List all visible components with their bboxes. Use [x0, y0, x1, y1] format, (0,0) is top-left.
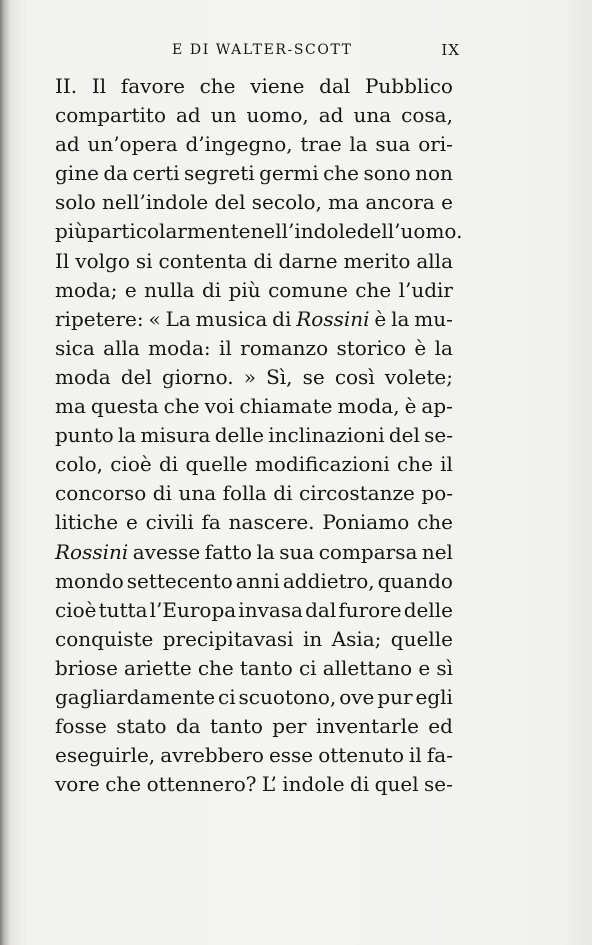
word: indole — [282, 772, 345, 797]
word: tanto — [209, 714, 263, 739]
word: nell’indole — [250, 219, 357, 244]
text-line — [55, 101, 453, 130]
word: ottenuto — [318, 743, 404, 768]
word: cioè — [55, 597, 97, 622]
page-number: IX — [441, 41, 460, 59]
word: addietro, — [282, 568, 375, 593]
word: da — [175, 714, 201, 739]
word: che — [163, 394, 200, 419]
word: più — [55, 219, 88, 244]
word: po- — [421, 481, 453, 506]
text-line — [55, 450, 453, 479]
word: ed — [428, 714, 453, 739]
text-line — [55, 770, 453, 799]
word: del — [388, 423, 420, 448]
text-line — [55, 130, 453, 159]
word: l’Europa — [149, 597, 237, 622]
word: da — [103, 161, 129, 186]
word: tanto — [239, 655, 293, 680]
word: L’ — [261, 772, 277, 797]
word: solo — [55, 190, 96, 215]
word: esse — [268, 743, 314, 768]
word: fa — [201, 510, 221, 535]
word: nulla — [144, 277, 195, 302]
word: dal — [319, 74, 351, 98]
word: volgo — [75, 248, 130, 273]
word: Il — [55, 248, 70, 273]
word: concorso — [55, 481, 147, 506]
word: quel — [374, 772, 419, 797]
word: nel — [421, 539, 453, 564]
word: del — [120, 364, 152, 389]
word: contenta — [158, 248, 248, 273]
word: ove — [339, 684, 375, 709]
text-line — [55, 712, 453, 741]
word: inventarle — [315, 714, 419, 739]
word: « — [148, 306, 161, 331]
word: Poniamo — [322, 510, 410, 535]
word: la — [256, 539, 275, 564]
word: misura — [140, 423, 211, 448]
word: un’opera — [87, 132, 178, 157]
word: di — [350, 772, 370, 797]
word: certi — [132, 161, 180, 186]
word: di — [152, 481, 172, 506]
word: è — [414, 335, 427, 360]
word: ad — [176, 103, 201, 128]
word: gine — [55, 161, 99, 186]
word: avesse — [132, 539, 201, 564]
text-line — [55, 305, 453, 334]
word: ci — [218, 684, 236, 709]
word: ci — [298, 655, 317, 680]
text-line — [55, 159, 453, 188]
word: folla — [222, 481, 267, 506]
word: briose — [55, 655, 118, 680]
word: di — [253, 248, 273, 273]
word: e — [418, 655, 431, 680]
word: nell’indole — [102, 190, 209, 215]
word: Asia; — [331, 626, 382, 651]
word: trae — [300, 132, 342, 157]
word: anni — [235, 568, 280, 593]
word: avrebbero — [160, 743, 264, 768]
word: modificazioni — [254, 452, 390, 477]
word: comparsa — [318, 539, 418, 564]
word: moda, — [337, 394, 400, 419]
word: tutta — [98, 597, 148, 622]
text-line — [55, 72, 453, 101]
word: quelle — [390, 626, 453, 651]
text-line — [55, 683, 453, 712]
word: litiche — [55, 510, 119, 535]
word: viene — [250, 74, 305, 98]
word: e — [124, 277, 137, 302]
word: si — [135, 248, 153, 273]
word: segreti — [183, 161, 255, 186]
word: di — [272, 306, 292, 331]
word: egli — [415, 684, 453, 709]
word: delle — [403, 597, 453, 622]
word: quelle — [185, 452, 248, 477]
word: ancora — [365, 190, 435, 215]
text-line — [55, 188, 453, 217]
word: un — [210, 103, 237, 128]
word: volete; — [384, 364, 453, 389]
word: circostanze — [299, 481, 415, 506]
word: la — [391, 306, 410, 331]
word: in — [302, 626, 323, 651]
text-line — [55, 596, 453, 625]
word: II. — [55, 74, 78, 98]
word: il — [409, 743, 422, 768]
word: se- — [424, 423, 453, 448]
word: civili — [145, 510, 194, 535]
word: ad — [55, 132, 80, 157]
word: è — [374, 306, 387, 331]
word: il — [440, 452, 453, 477]
word: precipitavasi — [162, 626, 294, 651]
word: che — [105, 772, 142, 797]
word: punto — [55, 423, 114, 448]
word: uomo, — [246, 103, 309, 128]
word: merito — [343, 248, 411, 273]
word: stato — [116, 714, 167, 739]
word: l’udir — [398, 277, 453, 302]
word: mondo — [55, 568, 124, 593]
text-line — [55, 276, 453, 305]
word: e — [125, 510, 138, 535]
word: Sì, — [266, 364, 293, 389]
word: ripetere: — [55, 306, 144, 331]
word: ottennero? — [146, 772, 257, 797]
word: fosse — [55, 714, 107, 739]
word: compartito — [55, 103, 167, 128]
word: gagliardamente — [55, 684, 216, 709]
word: moda — [55, 364, 111, 389]
word: se — [302, 364, 325, 389]
word: di — [201, 277, 222, 302]
word: che — [417, 510, 453, 535]
word: non — [415, 161, 453, 186]
word: sua — [375, 132, 411, 157]
word: alla — [103, 335, 140, 360]
text-line — [55, 567, 453, 596]
word: ad — [318, 103, 344, 128]
word: ma — [55, 394, 86, 419]
word: invasa — [238, 597, 303, 622]
word: cioè — [110, 452, 152, 477]
word: cosa, — [401, 103, 453, 128]
word: e — [441, 190, 453, 215]
text-line — [55, 538, 453, 567]
word: che — [199, 74, 236, 98]
word: ap- — [421, 394, 453, 419]
word: sono — [363, 161, 411, 186]
word: dell’uomo. — [356, 219, 463, 244]
word: germi — [259, 161, 319, 186]
word: secolo, — [251, 190, 322, 215]
word: musica — [195, 306, 268, 331]
word: conquiste — [55, 626, 154, 651]
running-title: E DI WALTER-SCOTT — [172, 42, 353, 58]
word: Rossini — [296, 306, 370, 331]
text-line — [55, 479, 453, 508]
word: la — [349, 132, 368, 157]
word: sica — [55, 335, 95, 360]
word: comune — [268, 277, 348, 302]
text-line — [55, 247, 453, 276]
word: settecento — [126, 568, 233, 593]
word: nascere. — [228, 510, 315, 535]
word: la — [434, 335, 453, 360]
word: romanzo — [240, 335, 329, 360]
text-line — [55, 654, 453, 683]
text-line — [55, 741, 453, 770]
word: moda; — [55, 277, 118, 302]
word: » — [243, 364, 256, 389]
word: che — [396, 452, 433, 477]
word: del — [214, 190, 246, 215]
word: sua — [279, 539, 315, 564]
word: storico — [336, 335, 407, 360]
binding-shadow — [0, 0, 10, 945]
word: darne — [278, 248, 338, 273]
text-line — [55, 421, 453, 450]
word: Rossini — [55, 539, 129, 564]
word: giorno. — [161, 364, 234, 389]
word: sì — [436, 655, 453, 680]
word: moda: — [148, 335, 211, 360]
word: che — [323, 161, 360, 186]
text-line — [55, 392, 453, 421]
word: allettano — [322, 655, 413, 680]
word: che — [197, 655, 234, 680]
word: inclinazioni — [268, 423, 385, 448]
word: fa- — [426, 743, 453, 768]
text-line — [55, 217, 463, 246]
word: d’ingegno, — [185, 132, 293, 157]
word: chiamate — [239, 394, 333, 419]
word: per — [272, 714, 307, 739]
word: il — [219, 335, 232, 360]
word: voi — [204, 394, 235, 419]
word: una — [178, 481, 217, 506]
word: ori- — [418, 132, 453, 157]
word: scuotono, — [238, 684, 337, 709]
word: se- — [424, 772, 453, 797]
text-line — [55, 363, 453, 392]
word: vore — [55, 772, 100, 797]
text-line — [55, 625, 453, 654]
word: ma — [328, 190, 360, 215]
word: una — [353, 103, 392, 128]
word: furore — [338, 597, 402, 622]
word: così — [334, 364, 375, 389]
word: che — [355, 277, 392, 302]
word: la — [117, 423, 137, 448]
word: La — [165, 306, 191, 331]
word: particolarmente — [87, 219, 251, 244]
word: Il — [91, 74, 107, 98]
body-text — [55, 72, 463, 799]
word: quando — [377, 568, 453, 593]
word: dal — [305, 597, 337, 622]
text-line — [55, 508, 453, 537]
word: questa — [90, 394, 159, 419]
word: più — [228, 277, 261, 302]
word: Pubblico — [364, 74, 453, 98]
text-line — [55, 334, 453, 363]
word: alla — [416, 248, 453, 273]
word: colo, — [55, 452, 104, 477]
word: pur — [377, 684, 413, 709]
word: favore — [120, 74, 185, 98]
word: fatto — [204, 539, 253, 564]
running-head — [140, 40, 460, 64]
word: di — [159, 452, 179, 477]
word: eseguirle, — [55, 743, 156, 768]
word: mu- — [414, 306, 453, 331]
word: delle — [214, 423, 265, 448]
word: ariette — [124, 655, 192, 680]
word: di — [273, 481, 293, 506]
word: è — [404, 394, 417, 419]
